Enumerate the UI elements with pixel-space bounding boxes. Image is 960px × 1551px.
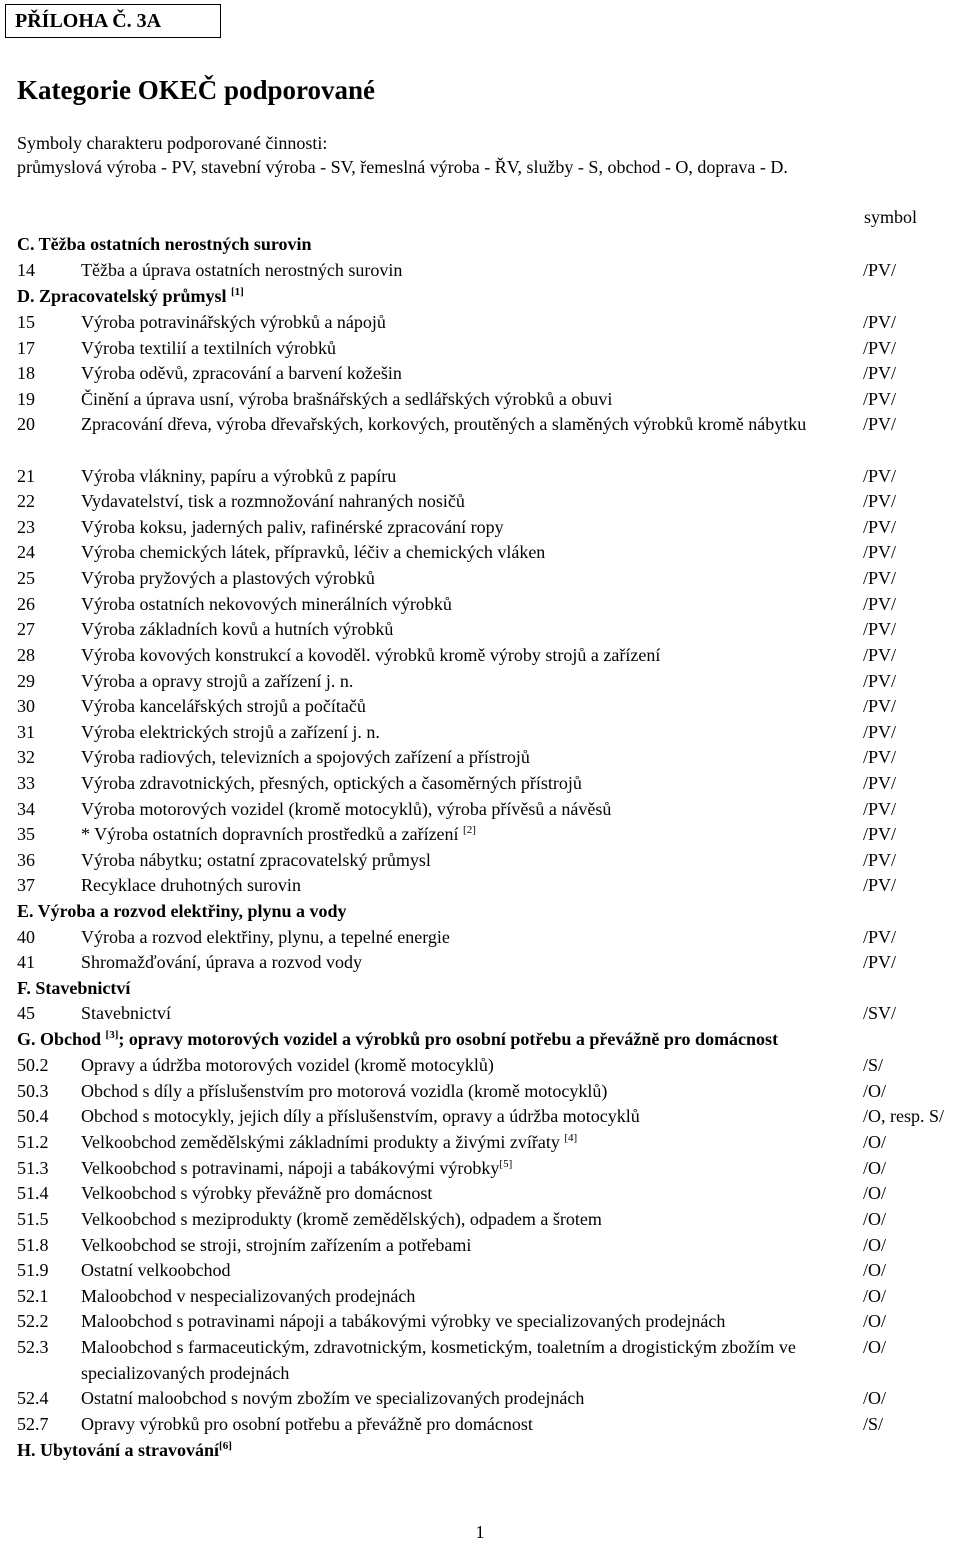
row-desc: Výroba chemických látek, přípravků, léčiv a chemických vláken bbox=[81, 542, 546, 562]
row-desc: Maloobchod s farmaceutickým, zdravotnickým, kosmetickým, toaletním a drogistickým zbožím ve specializovaných prodejnách bbox=[81, 1337, 796, 1383]
table-row bbox=[17, 847, 957, 873]
row-code: 52.4 bbox=[17, 1388, 49, 1408]
table-row bbox=[17, 411, 957, 463]
row-code: 21 bbox=[17, 466, 35, 486]
symbol-column-header: symbol bbox=[864, 207, 918, 227]
category-c-heading: C. Těžba ostatních nerostných surovin bbox=[17, 234, 312, 254]
row-symbol: /O, resp. S/ bbox=[863, 1106, 944, 1126]
row-symbol: /PV/ bbox=[863, 389, 897, 409]
table-row bbox=[17, 1129, 957, 1155]
row-code: 52.7 bbox=[17, 1414, 49, 1434]
row-code: 50.3 bbox=[17, 1081, 49, 1101]
row-symbol: /PV/ bbox=[863, 568, 897, 588]
row-desc bbox=[81, 1129, 871, 1155]
row-symbol: /O/ bbox=[863, 1158, 887, 1178]
row-symbol: /PV/ bbox=[863, 952, 897, 972]
footnote-ref-6: [6] bbox=[219, 1440, 232, 1452]
row-desc: Výroba a rozvod elektřiny, plynu, a tepelné energie bbox=[81, 927, 450, 947]
row-desc: Obchod s motocykly, jejich díly a příslušenstvím, opravy a údržba motocyklů bbox=[81, 1106, 640, 1126]
row-desc: Výroba motorových vozidel (kromě motocyklů), výroba přívěsů a návěsů bbox=[81, 799, 612, 819]
table-row bbox=[17, 924, 957, 950]
row-code: 40 bbox=[17, 927, 35, 947]
row-desc: Vydavatelství, tisk a rozmnožování nahraných nosičů bbox=[81, 491, 465, 511]
table-row bbox=[17, 1411, 957, 1437]
row-symbol: /PV/ bbox=[863, 824, 897, 844]
footnote-ref-5: [5] bbox=[499, 1158, 513, 1170]
table-row bbox=[17, 514, 957, 540]
row-symbol: /PV/ bbox=[863, 927, 897, 947]
row-symbol: /PV/ bbox=[863, 491, 897, 511]
intro-line-1: Symboly charakteru podporované činnosti: bbox=[17, 133, 328, 153]
row-symbol: /O/ bbox=[863, 1183, 887, 1203]
row-code: 45 bbox=[17, 1003, 35, 1023]
row-code: 37 bbox=[17, 875, 35, 895]
row-desc: Výroba kancelářských strojů a počítačů bbox=[81, 696, 366, 716]
table-row bbox=[17, 821, 957, 847]
row-code: 29 bbox=[17, 671, 35, 691]
table-row bbox=[17, 1180, 957, 1206]
row-code: 28 bbox=[17, 645, 35, 665]
row-desc: Výroba elektrických strojů a zařízení j. n. bbox=[81, 722, 380, 742]
row-code: 23 bbox=[17, 517, 35, 537]
table-row bbox=[17, 1052, 957, 1078]
row-desc: Ostatní velkoobchod bbox=[81, 1260, 231, 1280]
row-code: 51.8 bbox=[17, 1235, 49, 1255]
row-symbol: /PV/ bbox=[863, 338, 897, 358]
row-desc: Shromažďování, úprava a rozvod vody bbox=[81, 952, 363, 972]
row-symbol: /O/ bbox=[863, 1081, 887, 1101]
row-desc: Výroba potravinářských výrobků a nápojů bbox=[81, 312, 386, 332]
row-code: 24 bbox=[17, 542, 35, 562]
row-desc: Výroba nábytku; ostatní zpracovatelský průmysl bbox=[81, 850, 431, 870]
row-desc: Výroba oděvů, zpracování a barvení kožešin bbox=[81, 363, 402, 383]
row-symbol: /S/ bbox=[863, 1055, 884, 1075]
row-desc: Výroba koksu, jaderných paliv, rafinérské zpracování ropy bbox=[81, 517, 504, 537]
row-desc: Obchod s díly a příslušenstvím pro motorová vozidla (kromě motocyklů) bbox=[81, 1081, 608, 1101]
category-g-title: G. Obchod bbox=[17, 1029, 102, 1049]
row-symbol: /PV/ bbox=[863, 542, 897, 562]
row-code: 18 bbox=[17, 363, 35, 383]
table-row bbox=[17, 360, 957, 386]
row-code: 26 bbox=[17, 594, 35, 614]
row-code: 19 bbox=[17, 389, 35, 409]
row-symbol: /PV/ bbox=[863, 260, 897, 280]
row-code: 52.2 bbox=[17, 1311, 49, 1331]
table-row bbox=[17, 488, 957, 514]
row-desc: Velkoobchod se stroji, strojním zařízením a potřebami bbox=[81, 1235, 472, 1255]
row-desc: Výroba pryžových a plastových výrobků bbox=[81, 568, 375, 588]
table-row bbox=[17, 1385, 957, 1411]
row-symbol: /PV/ bbox=[863, 747, 897, 767]
intro-line-2: průmyslová výroba - PV, stavební výroba - SV, řemeslná výroba - ŘV, služby - S, obchod - O, doprava - D. bbox=[17, 157, 788, 177]
category-h-title: H. Ubytování a stravování bbox=[17, 1440, 220, 1460]
table-row bbox=[17, 872, 957, 898]
page-title: Kategorie OKEČ podporované bbox=[17, 75, 376, 105]
row-symbol: /PV/ bbox=[863, 799, 897, 819]
row-desc-text: * Výroba ostatních dopravních prostředků a zařízení bbox=[81, 824, 459, 844]
row-code: 20 bbox=[17, 414, 35, 434]
row-symbol: /O/ bbox=[863, 1260, 887, 1280]
table-row bbox=[17, 257, 957, 283]
table-row bbox=[17, 949, 957, 975]
row-desc: Ostatní maloobchod s novým zbožím ve specializovaných prodejnách bbox=[81, 1388, 585, 1408]
row-symbol: /PV/ bbox=[863, 594, 897, 614]
row-symbol: /O/ bbox=[863, 1286, 887, 1306]
row-desc: Výroba textilií a textilních výrobků bbox=[81, 338, 336, 358]
table-row bbox=[17, 591, 957, 617]
table-row bbox=[17, 309, 957, 335]
row-code: 32 bbox=[17, 747, 35, 767]
row-desc: Výroba vlákniny, papíru a výrobků z papíru bbox=[81, 466, 397, 486]
table-row bbox=[17, 1308, 957, 1334]
row-desc: Výroba a opravy strojů a zařízení j. n. bbox=[81, 671, 354, 691]
table-row bbox=[17, 1078, 957, 1104]
table-row bbox=[17, 1103, 957, 1129]
row-desc: Opravy výrobků pro osobní potřebu a převážně pro domácnost bbox=[81, 1414, 533, 1434]
row-code: 14 bbox=[17, 260, 35, 280]
row-code: 25 bbox=[17, 568, 35, 588]
row-desc: Těžba a úprava ostatních nerostných surovin bbox=[81, 260, 403, 280]
row-code: 22 bbox=[17, 491, 35, 511]
row-code: 50.4 bbox=[17, 1106, 49, 1126]
table-row bbox=[17, 770, 957, 796]
table-row bbox=[17, 744, 957, 770]
table-row bbox=[17, 1334, 957, 1386]
row-code: 15 bbox=[17, 312, 35, 332]
row-desc: Výroba kovových konstrukcí a kovoděl. výrobků kromě výroby strojů a zařízení bbox=[81, 645, 661, 665]
row-symbol: /O/ bbox=[863, 1209, 887, 1229]
row-desc: Výroba radiových, televizních a spojových zařízení a přístrojů bbox=[81, 747, 530, 767]
row-code: 34 bbox=[17, 799, 35, 819]
row-code: 51.2 bbox=[17, 1132, 49, 1152]
category-g-title-rest: ; opravy motorových vozidel a výrobků pro osobní potřebu a převážně pro domácnost bbox=[118, 1029, 779, 1049]
table-row bbox=[17, 1155, 957, 1181]
category-d-title: D. Zpracovatelský průmysl bbox=[17, 286, 227, 306]
row-desc: Výroba ostatních nekovových minerálních výrobků bbox=[81, 594, 452, 614]
row-code: 33 bbox=[17, 773, 35, 793]
table-row bbox=[17, 668, 957, 694]
row-code: 41 bbox=[17, 952, 35, 972]
table-row bbox=[17, 1283, 957, 1309]
row-code: 51.5 bbox=[17, 1209, 49, 1229]
row-desc: Maloobchod v nespecializovaných prodejnách bbox=[81, 1286, 416, 1306]
table-row bbox=[17, 539, 957, 565]
table-row bbox=[17, 693, 957, 719]
row-desc-text: Velkoobchod s potravinami, nápoji a tabákovými výrobky bbox=[81, 1158, 500, 1178]
row-code: 51.4 bbox=[17, 1183, 49, 1203]
table-row bbox=[17, 335, 957, 361]
row-desc: Výroba zdravotnických, přesných, optických a časoměrných přístrojů bbox=[81, 773, 582, 793]
footnote-ref-3: [3] bbox=[105, 1029, 119, 1041]
page-number: 1 bbox=[475, 1522, 485, 1542]
row-symbol: /O/ bbox=[863, 1311, 887, 1331]
table-row bbox=[17, 719, 957, 745]
table-row bbox=[17, 565, 957, 591]
row-symbol: /O/ bbox=[863, 1235, 887, 1255]
row-desc bbox=[81, 821, 871, 847]
appendix-label: PŘÍLOHA Č. 3A bbox=[5, 4, 221, 38]
footnote-ref-1: [1] bbox=[231, 286, 244, 298]
table-row bbox=[17, 642, 957, 668]
row-code: 30 bbox=[17, 696, 35, 716]
row-symbol: /PV/ bbox=[863, 875, 897, 895]
row-desc: Činění a úprava usní, výroba brašnářských a sedlářských výrobků a obuvi bbox=[81, 389, 613, 409]
table-row bbox=[17, 616, 957, 642]
row-symbol: /PV/ bbox=[863, 414, 897, 434]
row-desc: Stavebnictví bbox=[81, 1003, 171, 1023]
row-symbol: /PV/ bbox=[863, 722, 897, 742]
row-symbol: /O/ bbox=[863, 1337, 887, 1357]
row-desc: Velkoobchod s výrobky převážně pro domácnost bbox=[81, 1183, 433, 1203]
row-symbol: /PV/ bbox=[863, 671, 897, 691]
row-desc: Opravy a údržba motorových vozidel (kromě motocyklů) bbox=[81, 1055, 494, 1075]
table-row bbox=[17, 1232, 957, 1258]
table-row bbox=[17, 1257, 957, 1283]
row-code: 17 bbox=[17, 338, 35, 358]
row-desc-text: Velkoobchod zemědělskými základními produkty a živými zvířaty bbox=[81, 1132, 560, 1152]
footnote-ref-2: [2] bbox=[463, 824, 476, 836]
table-row bbox=[17, 463, 957, 489]
category-e-heading: E. Výroba a rozvod elektřiny, plynu a vody bbox=[17, 901, 347, 921]
table-row bbox=[17, 386, 957, 412]
row-desc: Zpracování dřeva, výroba dřevařských, korkových, proutěných a slaměných výrobků kromě nábytku bbox=[81, 414, 807, 434]
category-g-heading bbox=[17, 1026, 778, 1052]
row-symbol: /PV/ bbox=[863, 773, 897, 793]
row-code: 35 bbox=[17, 824, 35, 844]
row-code: 27 bbox=[17, 619, 35, 639]
row-symbol: /PV/ bbox=[863, 517, 897, 537]
row-code: 51.3 bbox=[17, 1158, 49, 1178]
table-row bbox=[17, 796, 957, 822]
table-row bbox=[17, 1206, 957, 1232]
row-symbol: /PV/ bbox=[863, 363, 897, 383]
row-desc bbox=[81, 1155, 871, 1181]
row-symbol: /PV/ bbox=[863, 466, 897, 486]
row-symbol: /PV/ bbox=[863, 619, 897, 639]
row-symbol: /O/ bbox=[863, 1388, 887, 1408]
category-h-heading bbox=[17, 1437, 232, 1463]
row-symbol: /PV/ bbox=[863, 850, 897, 870]
row-desc: Recyklace druhotných surovin bbox=[81, 875, 301, 895]
row-code: 31 bbox=[17, 722, 35, 742]
row-code: 52.3 bbox=[17, 1337, 49, 1357]
row-symbol: /PV/ bbox=[863, 312, 897, 332]
table-row bbox=[17, 1000, 957, 1026]
category-d-heading bbox=[17, 283, 244, 309]
row-desc: Velkoobchod s meziprodukty (kromě zemědělských), odpadem a šrotem bbox=[81, 1209, 602, 1229]
row-symbol: /S/ bbox=[863, 1414, 884, 1434]
category-f-heading: F. Stavebnictví bbox=[17, 978, 131, 998]
row-code: 52.1 bbox=[17, 1286, 49, 1306]
row-desc: Maloobchod s potravinami nápoji a tabákovými výrobky ve specializovaných prodejnách bbox=[81, 1311, 726, 1331]
row-symbol: /PV/ bbox=[863, 696, 897, 716]
row-code: 50.2 bbox=[17, 1055, 49, 1075]
row-symbol: /O/ bbox=[863, 1132, 887, 1152]
row-desc: Výroba základních kovů a hutních výrobků bbox=[81, 619, 394, 639]
row-code: 51.9 bbox=[17, 1260, 49, 1280]
row-symbol: /PV/ bbox=[863, 645, 897, 665]
row-symbol: /SV/ bbox=[863, 1003, 897, 1023]
row-code: 36 bbox=[17, 850, 35, 870]
footnote-ref-4: [4] bbox=[564, 1132, 578, 1144]
